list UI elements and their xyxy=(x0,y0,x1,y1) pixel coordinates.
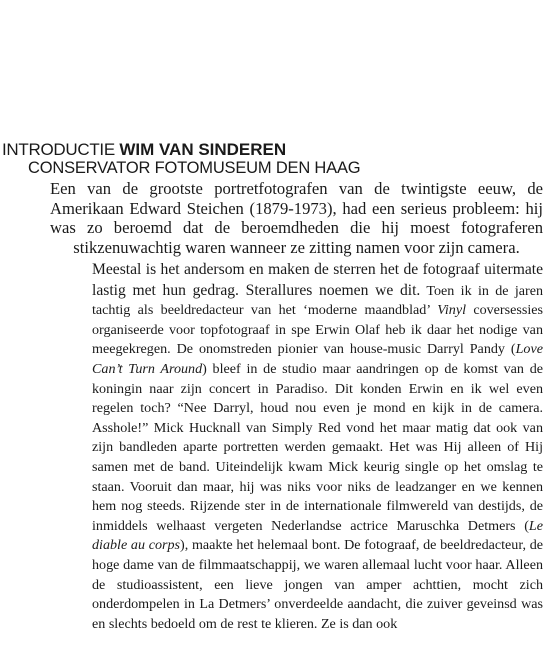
film-title: Le diable au corps xyxy=(92,517,543,554)
body-text-part: Toen ik in de jaren tachtig als beeldredacteur van het ‘moderne maandblad’ xyxy=(92,282,544,319)
body-paragraph xyxy=(92,260,543,634)
lead-paragraph: Een van de grootste portretfotografen van de twintigste eeuw, de Amerikaan Edward Steichen (1879-1973), had een serieus probleem: hij was zo beroemd dat de beroemdheden die hij moest fotograferen stikzenuwachtig waren wanneer ze zitting namen voor zijn camera. xyxy=(50,179,543,257)
body-text-part: coversessies organiseerde voor topfotograaf in spe Erwin Olaf heb ik daar het nodige van meegekregen. De onomstreden pionier van house-music Darryl Pandy ( xyxy=(92,302,543,358)
author-name: WIM VAN SINDEREN xyxy=(119,140,287,159)
author-title: CONSERVATOR FOTOMUSEUM DEN HAAG xyxy=(28,159,361,177)
song-title: Love Can’t Turn Around xyxy=(92,341,543,377)
body-text-part: ) bleef in de studio maar aandringen op de komst van de koningin naar zijn concert in Paradiso. Dit konden Erwin en ik wel even regelen toch? “Nee Darryl, houd nou even je mond en kijk in de camera. Asshole!” Mick Hucknall van Simply Red vond het maar matig dat ook van zijn bandleden aparte portretten werden gemaakt. Het was Hij alleen of Hij samen met de band. Uiteindelijk kwam Mick keurig single op het omslag te staan. Vooruit dan maar, hij was niks voor niks de leadzanger en we kennen hem nog steeds. Rijzende ster in de internationale filmwereld van destijds, de inmiddels welhaast vergeten Nederlandse actrice Maruschka Detmers ( xyxy=(92,360,543,534)
section-label: INTRODUCTIE xyxy=(2,140,115,159)
body-opening: Meestal is het andersom en maken de sterren het de fotograaf uitermate lastig met hun gedrag. Sterallures noemen we dit. xyxy=(92,261,543,299)
magazine-title: Vinyl xyxy=(437,302,466,319)
section-heading xyxy=(2,141,547,158)
body-text-part: ), maakte het helemaal bont. De fotograaf, de beeldredacteur, de hoge dame van de filmmaatschappij, we waren allemaal lucht voor haar. Alleen de studioassistent, een lieve jongen van amper achttien, mocht zich onderdompelen in La Detmers’ onverdeelde aandacht, die zuiver geveinsd was en slechts bedoeld om de rest te klieren. Ze is dan ook xyxy=(92,537,544,632)
